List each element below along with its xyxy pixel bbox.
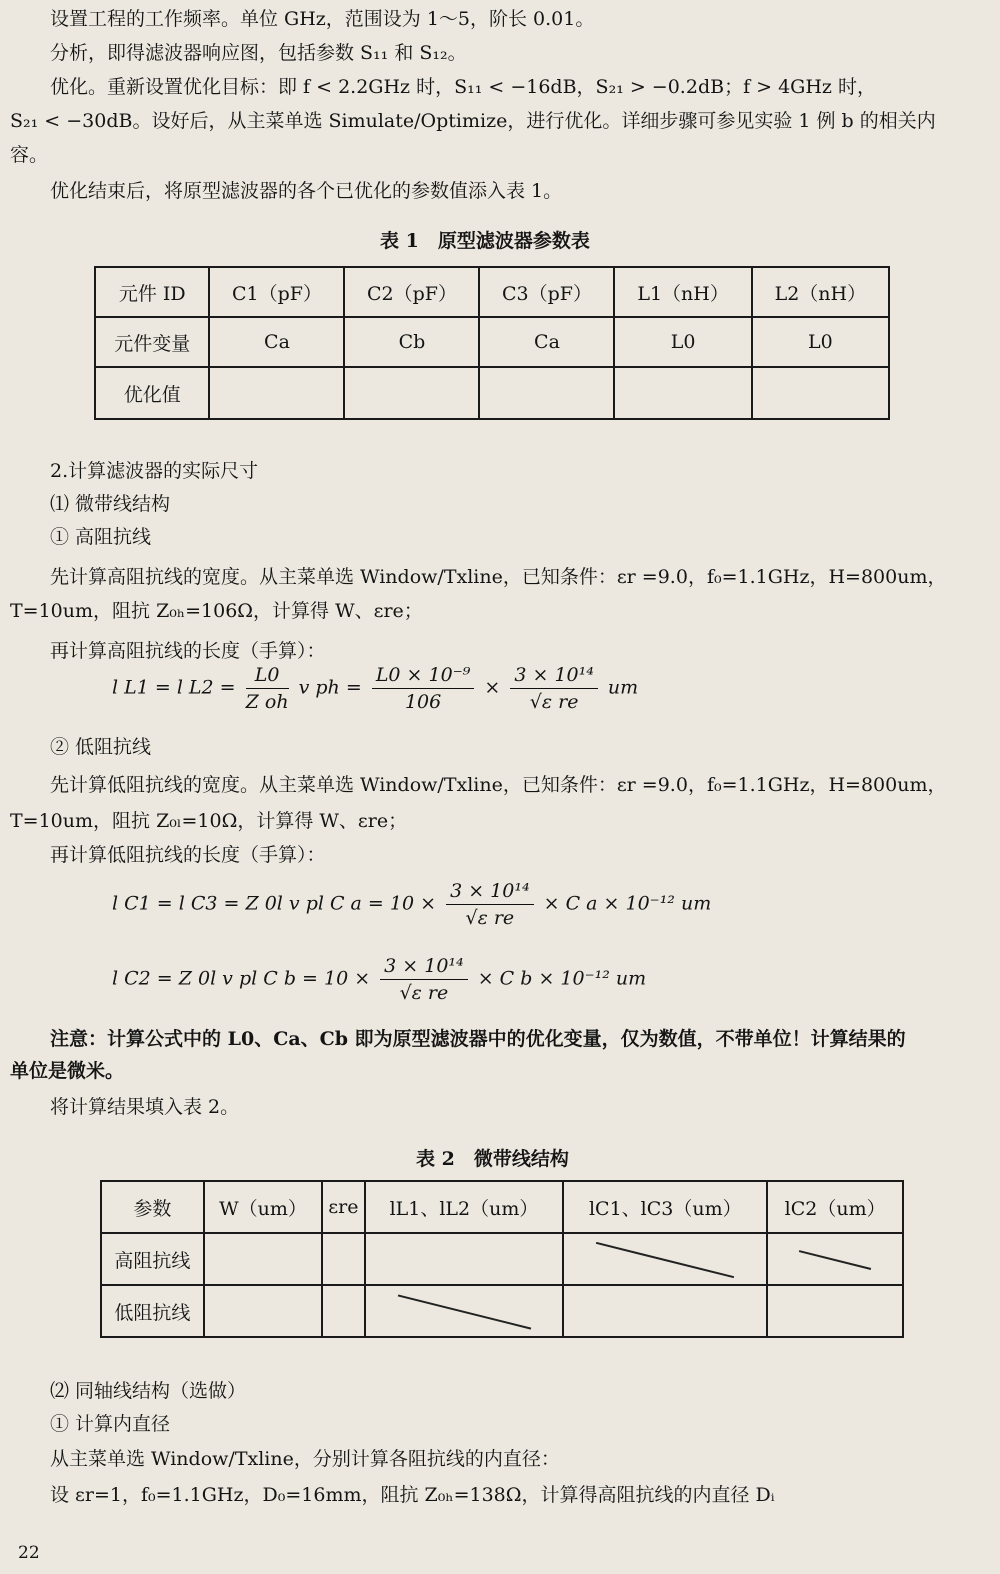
table2-input-cell[interactable] <box>322 1285 364 1337</box>
numerator: 3 × 10¹⁴ <box>446 880 534 905</box>
formula-low-length-c1 <box>112 880 711 929</box>
table2-header-cell: W（um） <box>204 1181 322 1233</box>
para-line: T=10um，阻抗 Z₀ₗ=10Ω，计算得 W、εre； <box>10 810 408 832</box>
table2-crossed-cell <box>767 1233 903 1285</box>
page-number: 22 <box>18 1543 40 1563</box>
table1-caption: 表 1 原型滤波器参数表 <box>380 230 590 252</box>
fraction <box>246 664 289 713</box>
para-line: 从主菜单选 Window/Txline，分别计算各阻抗线的内直径： <box>50 1448 560 1470</box>
table2-header-cell: lC2（um） <box>767 1181 903 1233</box>
table1-input-cell[interactable] <box>344 367 479 419</box>
table1-cell: Ca <box>209 317 344 367</box>
table2-caption: 表 2 微带线结构 <box>416 1148 569 1170</box>
note-line: 单位是微米。 <box>10 1060 125 1082</box>
para-line: S₂₁ < −30dB。设好后，从主菜单选 Simulate/Optimize，进行优化。详细步骤可参见实验 1 例 b 的相关内 <box>10 110 936 132</box>
table2-crossed-cell <box>563 1233 767 1285</box>
table1-cell: L0 <box>752 317 889 367</box>
table2-crossed-cell <box>365 1285 564 1337</box>
table1-header-cell: C3（pF） <box>479 267 614 317</box>
formula-text: l C2 = Z 0l v pl C b = 10 × <box>112 967 371 990</box>
formula-text: l C1 = l C3 = Z 0l v pl C a = 10 × <box>112 892 437 915</box>
formula-text: v ph = <box>298 676 362 699</box>
table2-input-cell[interactable] <box>204 1285 322 1337</box>
para-line: T=10um，阻抗 Z₀ₕ=106Ω，计算得 W、εre； <box>10 600 423 622</box>
para-line: 设 εr=1，f₀=1.1GHz，D₀=16mm，阻抗 Z₀ₕ=138Ω，计算得高阻抗线的内直径 Dᵢ <box>50 1484 775 1506</box>
para-line: 优化结束后，将原型滤波器的各个已优化的参数值添入表 1。 <box>50 180 563 202</box>
numerator: 3 × 10¹⁴ <box>510 664 598 689</box>
formula-text: × C b × 10⁻¹² um <box>477 967 647 990</box>
section-heading: ⑴ 微带线结构 <box>50 493 171 515</box>
fraction <box>510 664 598 713</box>
fraction <box>380 955 468 1004</box>
table2-input-cell[interactable] <box>322 1233 364 1285</box>
table2-input-cell[interactable] <box>204 1233 322 1285</box>
table1 <box>94 266 890 420</box>
table1-input-cell[interactable] <box>752 367 889 419</box>
para-line: 再计算低阻抗线的长度（手算）： <box>50 844 326 866</box>
para-line: 将计算结果填入表 2。 <box>50 1096 240 1118</box>
formula-high-length <box>112 664 638 713</box>
table1-header-cell: L2（nH） <box>752 267 889 317</box>
table1-cell: L0 <box>614 317 751 367</box>
table1-input-cell[interactable] <box>479 367 614 419</box>
numerator: L0 × 10⁻⁹ <box>372 664 475 689</box>
table1-input-cell[interactable] <box>209 367 344 419</box>
formula-text: × <box>484 676 501 699</box>
table2-row-label: 低阻抗线 <box>101 1285 204 1337</box>
section-heading: ⑵ 同轴线结构（选做） <box>50 1380 247 1402</box>
table2-input-cell[interactable] <box>767 1285 903 1337</box>
table1-header-cell: C1（pF） <box>209 267 344 317</box>
note-line: 注意：计算公式中的 L0、Ca、Cb 即为原型滤波器中的优化变量，仅为数值，不带单位！计算结果的 <box>50 1028 906 1050</box>
table2-row-label: 高阻抗线 <box>101 1233 204 1285</box>
formula-low-length-c2 <box>112 955 646 1004</box>
table2-header-cell: lL1、lL2（um） <box>365 1181 564 1233</box>
numerator: 3 × 10¹⁴ <box>380 955 468 980</box>
table1-cell: Ca <box>479 317 614 367</box>
table2-header-cell: 参数 <box>101 1181 204 1233</box>
para-line: 分析，即得滤波器响应图，包括参数 S₁₁ 和 S₁₂。 <box>50 42 467 64</box>
section-heading: ① 计算内直径 <box>50 1413 171 1435</box>
table1-header-cell: 元件 ID <box>95 267 209 317</box>
para-line: 容。 <box>10 144 49 166</box>
table2-input-cell[interactable] <box>365 1233 564 1285</box>
formula-text: l L1 = l L2 = <box>112 676 236 699</box>
para-line: 设置工程的工作频率。单位 GHz，范围设为 1～5，阶长 0.01。 <box>50 8 595 30</box>
table1-cell: 元件变量 <box>95 317 209 367</box>
denominator: √ε re <box>465 907 515 929</box>
denominator: Z oh <box>245 691 289 713</box>
table1-cell: 优化值 <box>95 367 209 419</box>
table1-header-cell: L1（nH） <box>614 267 751 317</box>
table1-input-cell[interactable] <box>614 367 751 419</box>
fraction <box>446 880 534 929</box>
para-line: 优化。重新设置优化目标：即 f < 2.2GHz 时，S₁₁ < −16dB，S₂₁ > −0.2dB；f > 4GHz 时， <box>50 76 876 98</box>
formula-text: × C a × 10⁻¹² um <box>543 892 712 915</box>
para-line: 先计算低阻抗线的宽度。从主菜单选 Window/Txline，已知条件：εr =9.0，f₀=1.1GHz，H=800um， <box>50 774 947 796</box>
table2 <box>100 1180 904 1338</box>
denominator: √ε re <box>399 982 449 1004</box>
section-heading: ① 高阻抗线 <box>50 526 152 548</box>
formula-unit: um <box>607 676 639 699</box>
table1-cell: Cb <box>344 317 479 367</box>
denominator: 106 <box>404 691 442 713</box>
fraction <box>372 664 475 713</box>
table2-input-cell[interactable] <box>563 1285 767 1337</box>
denominator: √ε re <box>529 691 579 713</box>
table1-header-cell: C2（pF） <box>344 267 479 317</box>
numerator: L0 <box>246 664 289 689</box>
section-heading: ② 低阻抗线 <box>50 736 152 758</box>
table2-header-cell: lC1、lC3（um） <box>563 1181 767 1233</box>
para-line: 再计算高阻抗线的长度（手算）： <box>50 640 326 662</box>
para-line: 先计算高阻抗线的宽度。从主菜单选 Window/Txline，已知条件：εr =9.0，f₀=1.1GHz，H=800um， <box>50 566 947 588</box>
table2-header-cell: εre <box>322 1181 364 1233</box>
section-heading: 2.计算滤波器的实际尺寸 <box>50 460 259 482</box>
